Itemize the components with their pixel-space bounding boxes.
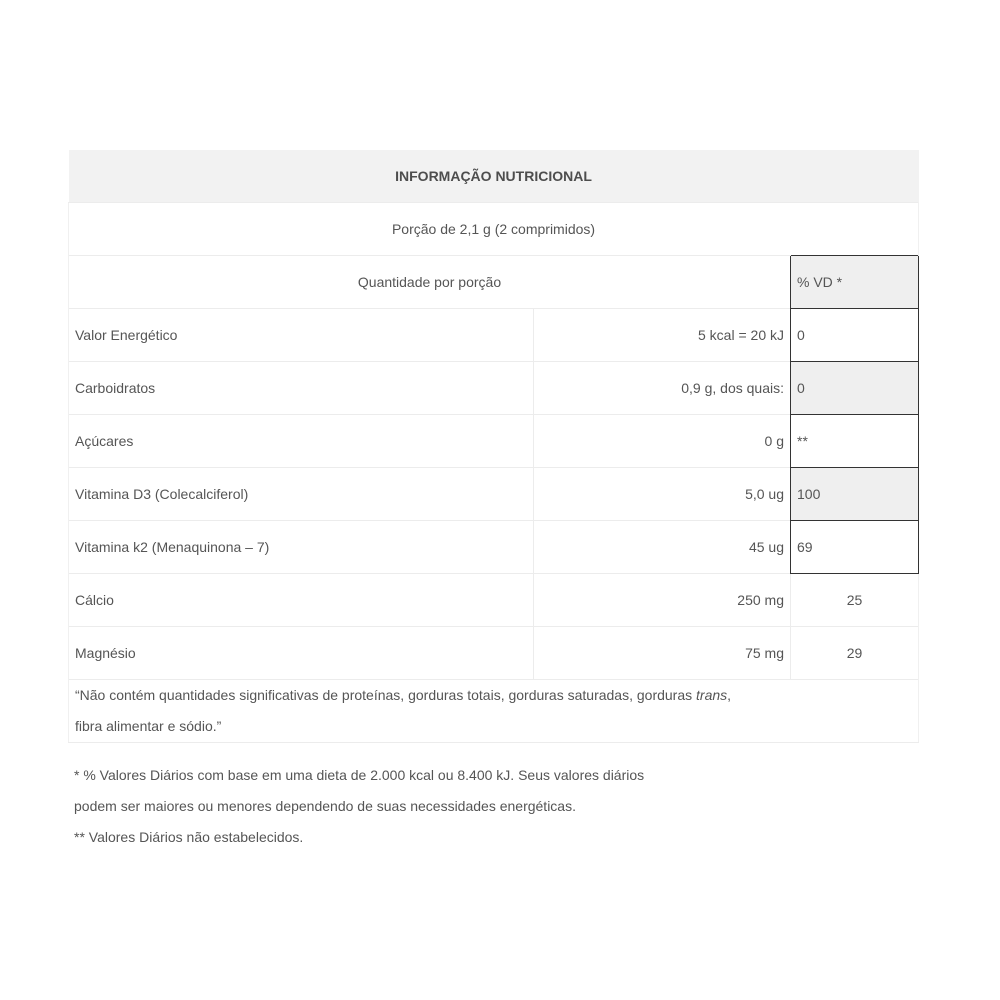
quantity-header-row [69,256,919,309]
nutrient-amount: 0 g [534,415,791,468]
table-row [69,362,919,415]
table-row [69,521,919,574]
nutrient-vd: 0 [791,309,919,362]
nutrient-vd: 29 [791,627,919,680]
footnote-line: podem ser maiores ou menores dependendo de suas necessidades energéticas. [74,798,576,814]
footnotes [74,760,874,853]
note-text-start: “Não contém quantidades significativas de proteínas, gorduras totais, gorduras saturadas, gorduras [75,687,697,703]
nutrient-amount: 45 ug [534,521,791,574]
table-row [69,574,919,627]
nutrient-vd: 69 [791,521,919,574]
nutrient-name: Vitamina D3 (Colecalciferol) [69,468,534,521]
nutrient-name: Cálcio [69,574,534,627]
note-row [69,680,919,743]
note-text-end: fibra alimentar e sódio.” [75,718,222,734]
portion-text: Porção de 2,1 g (2 comprimidos) [69,203,919,256]
nutrition-table [68,150,919,743]
nutrition-table-container [68,150,918,743]
nutrient-vd: 100 [791,468,919,521]
nutrient-amount: 5 kcal = 20 kJ [534,309,791,362]
portion-row [69,203,919,256]
table-row [69,415,919,468]
table-header-row [69,150,919,203]
nutrient-amount: 75 mg [534,627,791,680]
nutrient-name: Valor Energético [69,309,534,362]
nutrient-amount: 0,9 g, dos quais: [534,362,791,415]
nutrient-name: Carboidratos [69,362,534,415]
nutrient-vd: ** [791,415,919,468]
footnote-line: ** Valores Diários não estabelecidos. [74,829,304,845]
nutrient-name: Açúcares [69,415,534,468]
table-row [69,468,919,521]
footnote-line: * % Valores Diários com base em uma dieta de 2.000 kcal ou 8.400 kJ. Seus valores diários [74,767,645,783]
vd-header: % VD * [791,256,919,309]
nutrient-name: Vitamina k2 (Menaquinona – 7) [69,521,534,574]
nutrient-amount: 5,0 ug [534,468,791,521]
table-title: INFORMAÇÃO NUTRICIONAL [69,150,919,203]
quantity-header: Quantidade por porção [69,256,791,309]
nutrient-vd: 0 [791,362,919,415]
note-text-comma: , [727,687,732,703]
nutrient-amount: 250 mg [534,574,791,627]
note-text [69,680,919,743]
note-text-italic: trans [696,687,728,703]
nutrient-name: Magnésio [69,627,534,680]
table-row [69,309,919,362]
table-row [69,627,919,680]
nutrient-vd: 25 [791,574,919,627]
